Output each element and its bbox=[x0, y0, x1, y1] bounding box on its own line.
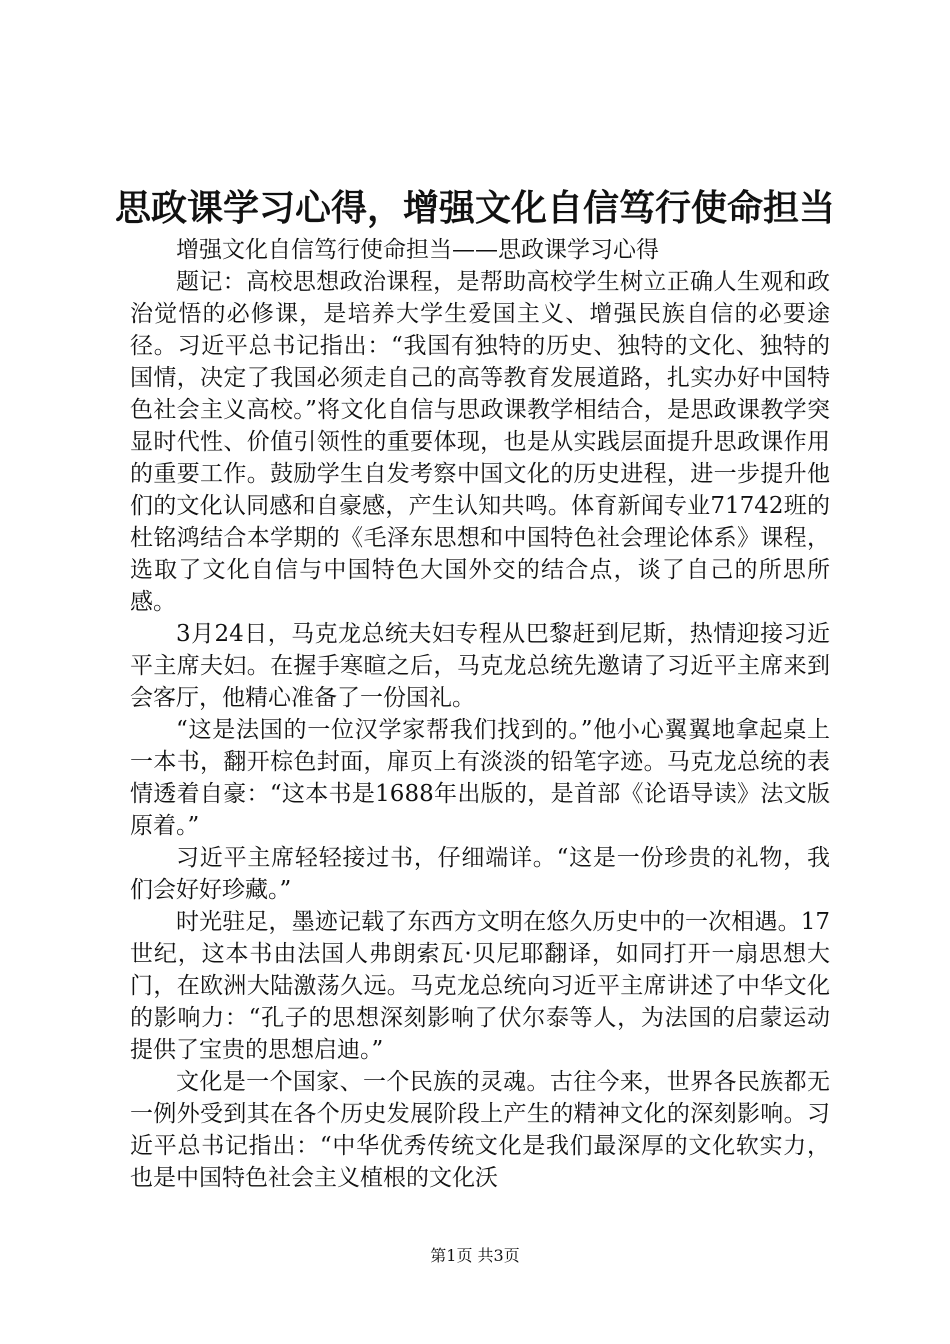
body-paragraph: 3月24日，马克龙总统夫妇专程从巴黎赶到尼斯，热情迎接习近平主席夫妇。在握手寒暄之后，马克龙总统先邀请了习近平主席来到会客厅，他精心准备了一份国礼。 bbox=[130, 621, 830, 711]
document-body bbox=[130, 234, 830, 1194]
body-paragraph: 文化是一个国家、一个民族的灵魂。古往今来，世界各民族都无一例外受到其在各个历史发展阶段上产生的精神文化的深刻影响。习近平总书记指出：“中华优秀传统文化是我们最深厚的文化软实力，也是中国特色社会主义植根的文化沃 bbox=[130, 1069, 830, 1191]
body-paragraph: 习近平主席轻轻接过书，仔细端详。“这是一份珍贵的礼物，我们会好好珍藏。” bbox=[130, 845, 830, 903]
page-number-footer: 第1页 共3页 bbox=[430, 1246, 520, 1265]
document-title: 思政课学习心得，增强文化自信笃行使命担当 bbox=[114, 188, 835, 229]
body-paragraph: “这是法国的一位汉学家帮我们找到的。”他小心翼翼地拿起桌上一本书，翻开棕色封面，扉页上有淡淡的铅笔字迹。马克龙总统的表情透着自豪：“这本书是1688年出版的，是首部《论语导读》法文版原着。” bbox=[130, 717, 830, 839]
preface-paragraph: 题记：高校思想政治课程，是帮助高校学生树立正确人生观和政治觉悟的必修课，是培养大学生爱国主义、增强民族自信的必要途径。习近平总书记指出：“我国有独特的历史、独特的文化、独特的国情，决定了我国必须走自己的高等教育发展道路，扎实办好中国特色社会主义高校。”将文化自信与思政课教学相结合，是思政课教学突显时代性、价值引领性的重要体现，也是从实践层面提升思政课作用的重要工作。鼓励学生自发考察中国文化的历史进程，进一步提升他们的文化认同感和自豪感，产生认知共鸣。体育新闻专业71742班的杜铭鸿结合本学期的《毛泽东思想和中国特色社会理论体系》课程，选取了文化自信与中国特色大国外交的结合点，谈了自己的所思所感。 bbox=[130, 269, 830, 615]
subtitle-paragraph: 增强文化自信笃行使命担当——思政课学习心得 bbox=[176, 237, 659, 263]
body-paragraph: 时光驻足，墨迹记载了东西方文明在悠久历史中的一次相遇。17世纪，这本书由法国人弗朗索瓦·贝尼耶翻译，如同打开一扇思想大门，在欧洲大陆激荡久远。马克龙总统向习近平主席讲述了中华文化的影响力：“孔子的思想深刻影响了伏尔泰等人，为法国的启蒙运动提供了宝贵的思想启迪。” bbox=[130, 909, 830, 1063]
